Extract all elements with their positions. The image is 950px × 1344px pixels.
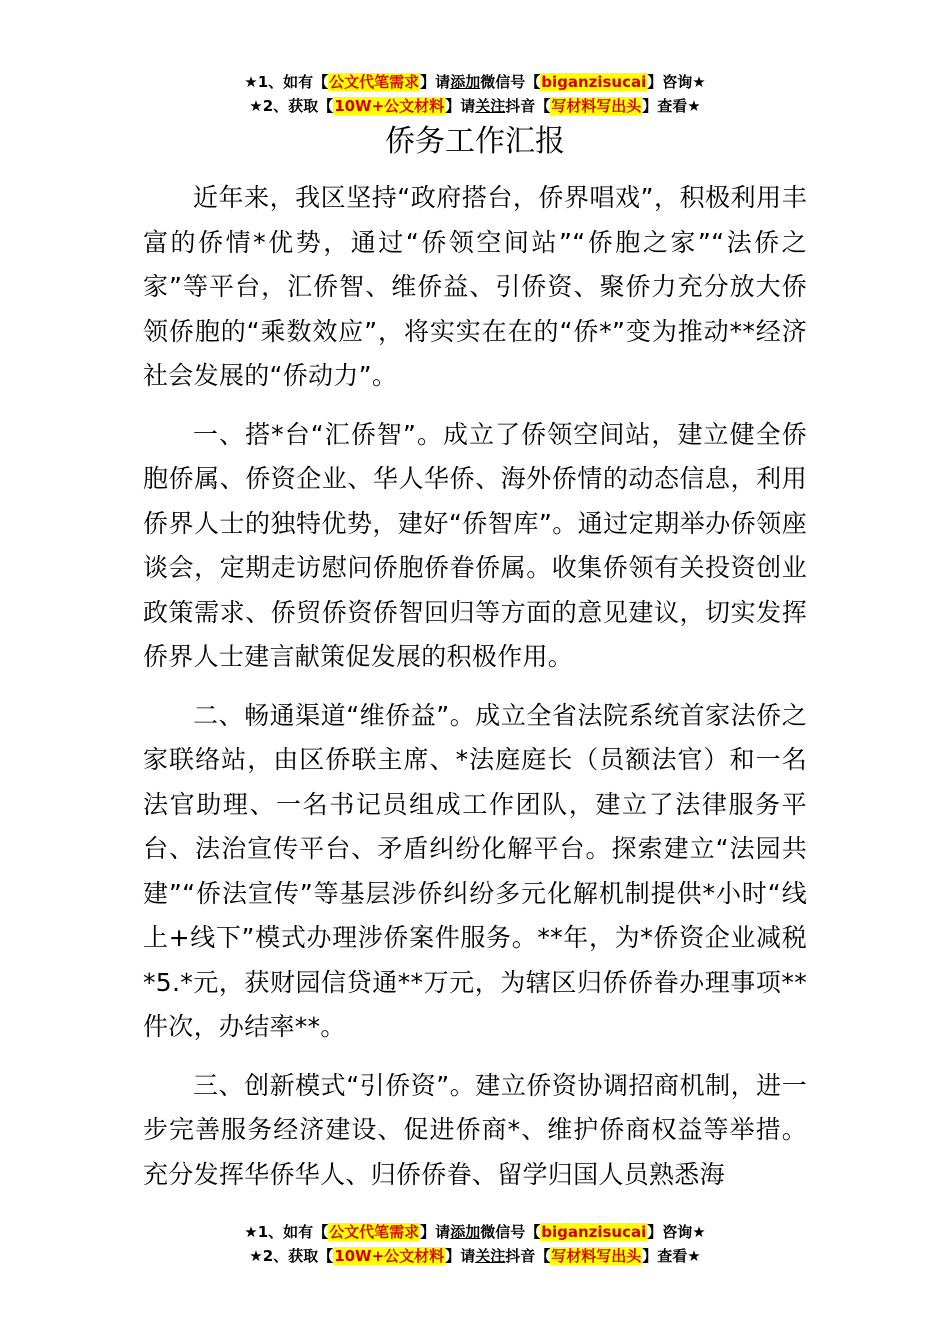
paragraph-section-3: 三、创新模式“引侨资”。建立侨资协调招商机制，进一步完善服务经济建设、促进侨商*、维护侨商权益等举措。充分发挥华侨华人、归侨侨眷、留学归国人员熟悉海 <box>143 1070 807 1189</box>
paragraph-section-1: 一、搭*台“汇侨智”。成立了侨领空间站，建立健全侨胞侨属、侨资企业、华人华侨、海外侨情的动态信息，利用侨界人士的独特优势，建好“侨智库”。通过定期举办侨领座谈会，定期走访慰问侨胞侨眷侨属。收集侨领有关投资创业政策需求、侨贸侨资侨智回归等方面的意见建议，切实发挥侨界人士建言献策促发展的积极作用。 <box>143 419 807 671</box>
promo-wechat-id: biganzisucai <box>541 1223 647 1241</box>
promo-line-2: ★2、获取【10W+公文材料】请关注抖音【写材料写出头】查看★ <box>249 97 701 115</box>
promo-line-1: ★1、如有【公文代笔需求】请添加微信号【biganzisucai】咨询★ <box>244 73 706 91</box>
header-promo-banner <box>0 70 950 118</box>
promo-line-2: ★2、获取【10W+公文材料】请关注抖音【写材料写出头】查看★ <box>249 1247 701 1265</box>
promo-line-1: ★1、如有【公文代笔需求】请添加微信号【biganzisucai】咨询★ <box>244 1223 706 1241</box>
promo-highlight: 公文代笔需求 <box>329 73 420 91</box>
document-title: 侨务工作汇报 <box>385 124 565 159</box>
promo-highlight: 10W+公文材料 <box>334 1247 445 1265</box>
footer-promo-banner <box>0 1220 950 1268</box>
document-body <box>143 176 807 1211</box>
paragraph-intro: 近年来，我区坚持“政府搭台，侨界唱戏”，积极利用丰富的侨情*优势，通过“侨领空间站”“侨胞之家”“法侨之家”等平台，汇侨智、维侨益、引侨资、聚侨力充分放大侨领侨胞的“乘数效应”，将实实在在的“侨*”变为推动**经济社会发展的“侨动力”。 <box>143 183 807 390</box>
promo-highlight: 公文代笔需求 <box>329 1223 420 1241</box>
promo-wechat-id: biganzisucai <box>541 73 647 91</box>
promo-douyin-id: 写材料写出头 <box>551 1247 642 1265</box>
promo-highlight: 10W+公文材料 <box>334 97 445 115</box>
promo-douyin-id: 写材料写出头 <box>551 97 642 115</box>
paragraph-section-2: 二、畅通渠道“维侨益”。成立全省法院系统首家法侨之家联络站，由区侨联主席、*法庭庭长（员额法官）和一名法官助理、一名书记员组成工作团队，建立了法律服务平台、法治宣传平台、矛盾纠纷化解平台。探索建立“法园共建”“侨法宣传”等基层涉侨纠纷多元化解机制提供*小时“线上+线下”模式办理涉侨案件服务。**年，为*侨资企业减税*5.*元，获财园信贷通**万元，为辖区归侨侨眷办理事项**件次，办结率**。 <box>143 700 807 1041</box>
